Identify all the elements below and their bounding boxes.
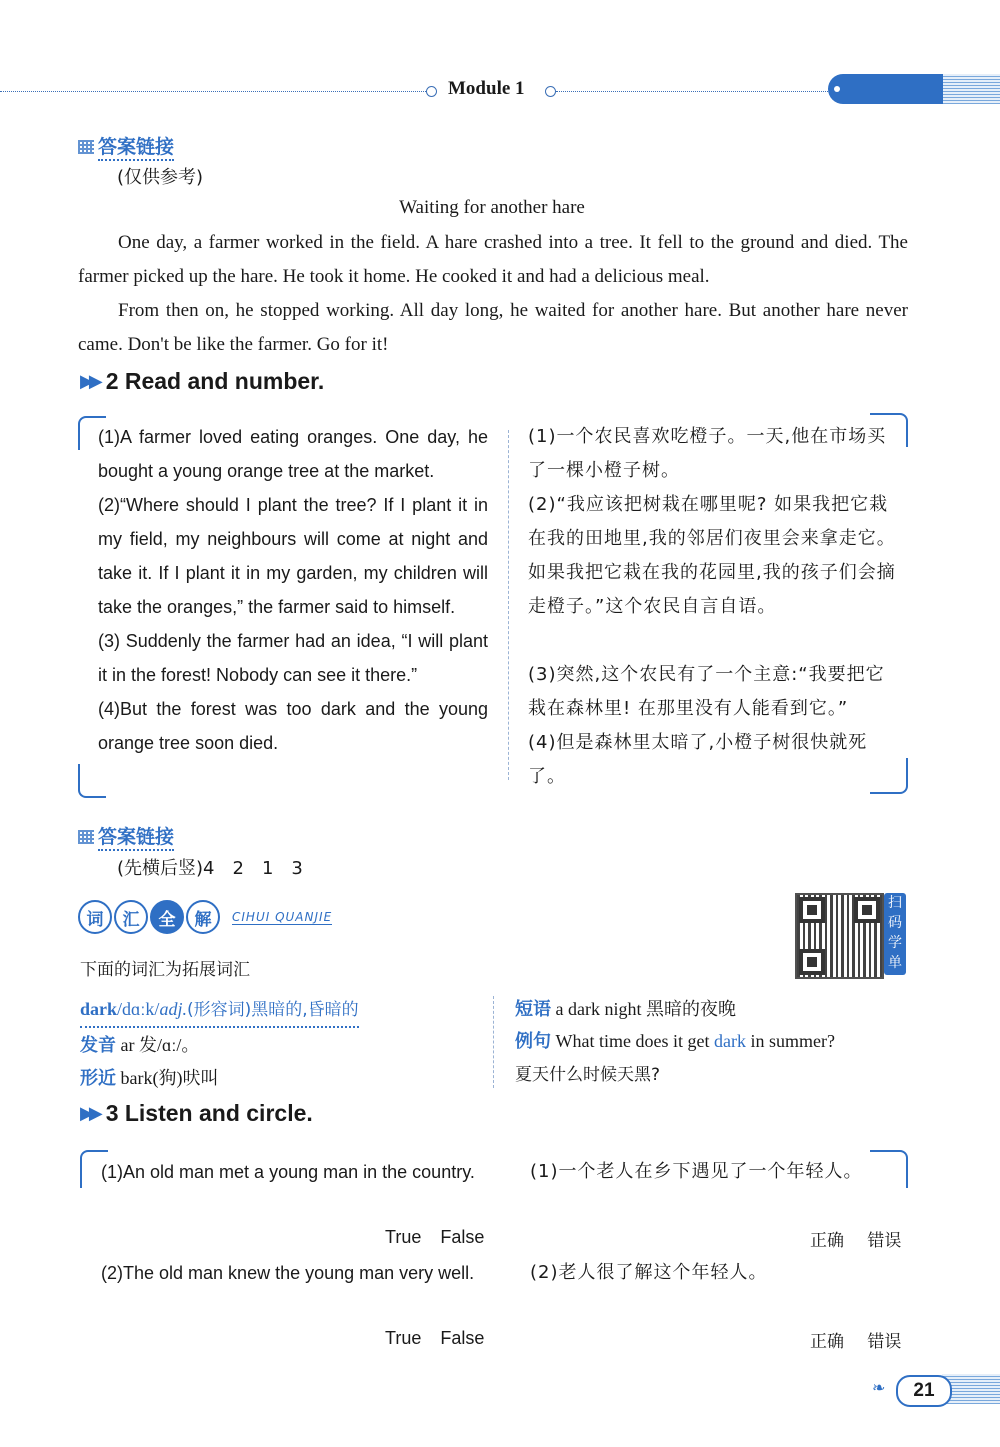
scan-char: 码 — [888, 915, 902, 931]
vocab-example-translation: 夏天什么时候天黑? — [515, 1065, 661, 1085]
pronunciation-tag: 发音 — [80, 1035, 116, 1056]
page-number: 21 — [896, 1375, 952, 1407]
answer-link-label-1: 答案链接 — [78, 132, 174, 161]
false-option[interactable]: False — [440, 1328, 485, 1348]
vocab-pronunciation — [80, 1029, 199, 1062]
header-rule-dot-right — [545, 86, 556, 97]
header-rule-right — [556, 91, 828, 92]
grid-icon — [78, 140, 94, 154]
false-option[interactable]: False — [440, 1227, 485, 1247]
vocab-intro: 下面的词汇为拓展词汇 — [80, 960, 250, 980]
section-2-english — [98, 420, 488, 760]
header-tab-dot — [834, 86, 840, 92]
answer-note: (仅供参考) — [117, 167, 204, 188]
listen-item-2-english — [101, 1256, 491, 1290]
grid-icon — [78, 830, 94, 844]
english-paragraph-3: (3) Suddenly the farmer had an idea, “I will plant it in the forest! Nobody can see it there.” — [98, 631, 488, 685]
false-option-zh: 错误 — [867, 1332, 902, 1352]
true-option-zh: 正确 — [810, 1231, 844, 1251]
bracket-bottom-left — [78, 764, 106, 798]
banner-char-4: 解 — [186, 900, 220, 934]
scan-char: 单 — [888, 955, 902, 971]
true-option-zh: 正确 — [810, 1332, 844, 1352]
header-rule-left — [0, 91, 428, 92]
vocab-similar — [80, 1062, 218, 1095]
listen-item-1-text: (1)An old man met a young man in the country. — [101, 1162, 475, 1182]
section-2-chinese — [528, 420, 900, 794]
english-paragraph-1: (1)A farmer loved eating oranges. One day, he bought a young orange tree at the market. — [98, 427, 488, 481]
qr-corner — [854, 897, 880, 923]
qr-corner — [799, 897, 825, 923]
pronunciation-text: ar 发/ɑː/。 — [120, 1035, 200, 1055]
listen-item-2-translation: (2)老人很了解这个年轻人。 — [530, 1262, 768, 1283]
listen-item-2-options-zh — [810, 1327, 901, 1352]
story-paragraph-1: One day, a farmer worked in the field. A hare crashed into a tree. It fell to the ground and died. The farmer picked up the hare. He took it home. He cooked it and had a delicious meal. — [78, 232, 908, 287]
qr-code-icon[interactable] — [795, 893, 884, 979]
listen-item-1-options-zh — [810, 1226, 901, 1251]
qr-corner — [799, 949, 825, 975]
english-paragraph-2: (2)“Where should I plant the tree? If I plant it in my field, my neighbours will come at night and take it. If I plant it in my garden, my children will take the oranges,” the farmer said to himself. — [98, 495, 488, 617]
story-body — [78, 226, 908, 362]
vocab-word: dark — [80, 999, 118, 1019]
listen-item-1-chinese — [530, 1155, 890, 1189]
phrase-text: a dark night 黑暗的夜晚 — [555, 999, 736, 1019]
answer-2-text: (先横后竖)4 2 1 3 — [117, 858, 303, 879]
vocab-definition: (形容词)黑暗的,昏暗的 — [186, 1000, 359, 1020]
column-divider — [508, 430, 509, 780]
banner-char-3: 全 — [150, 900, 184, 934]
vocab-phrase — [515, 993, 736, 1026]
listen-item-2-chinese — [530, 1256, 890, 1290]
arrows-icon: ▶▶ — [80, 371, 98, 391]
chinese-paragraph-3: (3)突然,这个农民有了一个主意:“我要把它栽在森林里! 在那里没有人能看到它。” — [528, 664, 885, 719]
true-option[interactable]: True — [385, 1227, 422, 1247]
header-tab — [828, 74, 943, 104]
example-keyword: dark — [713, 1031, 746, 1051]
answer-link-label-2: 答案链接 — [78, 822, 174, 851]
section-3-heading: ▶▶ 3 Listen and circle. — [80, 1100, 313, 1126]
listen-item-2-text: (2)The old man knew the young man very well. — [101, 1263, 475, 1283]
vocab-banner — [78, 900, 332, 934]
example-tag: 例句 — [515, 1031, 551, 1052]
vocab-divider — [493, 996, 494, 1088]
chinese-paragraph-4: (4)但是森林里太暗了,小橙子树很快就死了。 — [528, 732, 868, 787]
banner-char-1: 词 — [78, 900, 112, 934]
banner-char-2: 汇 — [114, 900, 148, 934]
arrows-icon: ▶▶ — [80, 1103, 98, 1123]
similar-text: bark(狗)吠叫 — [120, 1068, 219, 1088]
vocab-pos: adj. — [159, 999, 187, 1019]
scan-to-learn-tab[interactable] — [884, 893, 906, 975]
chinese-paragraph-2: (2)“我应该把树栽在哪里呢? 如果我把它栽在我的田地里,我的邻居们夜里会来拿走它。如果我把它栽在我的花园里,我的孩子们会摘走橙子。”这个农民自言自语。 — [528, 494, 896, 617]
banner-pinyin: CIHUI QUANJIE — [232, 909, 333, 924]
listen-item-1-english — [101, 1155, 491, 1189]
example-after: in summer? — [745, 1031, 835, 1051]
vocab-headword — [80, 993, 359, 1028]
story-paragraph-2: From then on, he stopped working. All day long, he waited for another hare. But another hare never came. Don't be like the farmer. Go for it! — [78, 300, 908, 355]
listen-item-2-options — [385, 1328, 484, 1349]
similar-tag: 形近 — [80, 1068, 116, 1089]
scan-char: 学 — [888, 935, 902, 951]
listen-item-1-translation: (1)一个老人在乡下遇见了一个年轻人。 — [530, 1161, 863, 1182]
example-before: What time does it get — [555, 1031, 714, 1051]
false-option-zh: 错误 — [867, 1231, 902, 1251]
phrase-tag: 短语 — [515, 999, 551, 1020]
module-title: Module 1 — [448, 78, 525, 99]
leaf-icon: ❧ — [872, 1380, 886, 1397]
header-rule-dot-left — [426, 86, 437, 97]
vocab-example — [515, 1025, 835, 1058]
section-2-heading: ▶▶ 2 Read and number. — [80, 368, 325, 394]
scan-char: 扫 — [888, 895, 902, 911]
header-stripes — [943, 74, 1000, 104]
vocab-phonetic: /dɑːk/ — [117, 999, 160, 1019]
story-title: Waiting for another hare — [399, 197, 585, 218]
chinese-paragraph-1: (1)一个农民喜欢吃橙子。一天,他在市场买了一棵小橙子树。 — [528, 426, 887, 481]
listen-item-1-options — [385, 1227, 484, 1248]
english-paragraph-4: (4)But the forest was too dark and the young orange tree soon died. — [98, 699, 488, 753]
true-option[interactable]: True — [385, 1328, 422, 1348]
